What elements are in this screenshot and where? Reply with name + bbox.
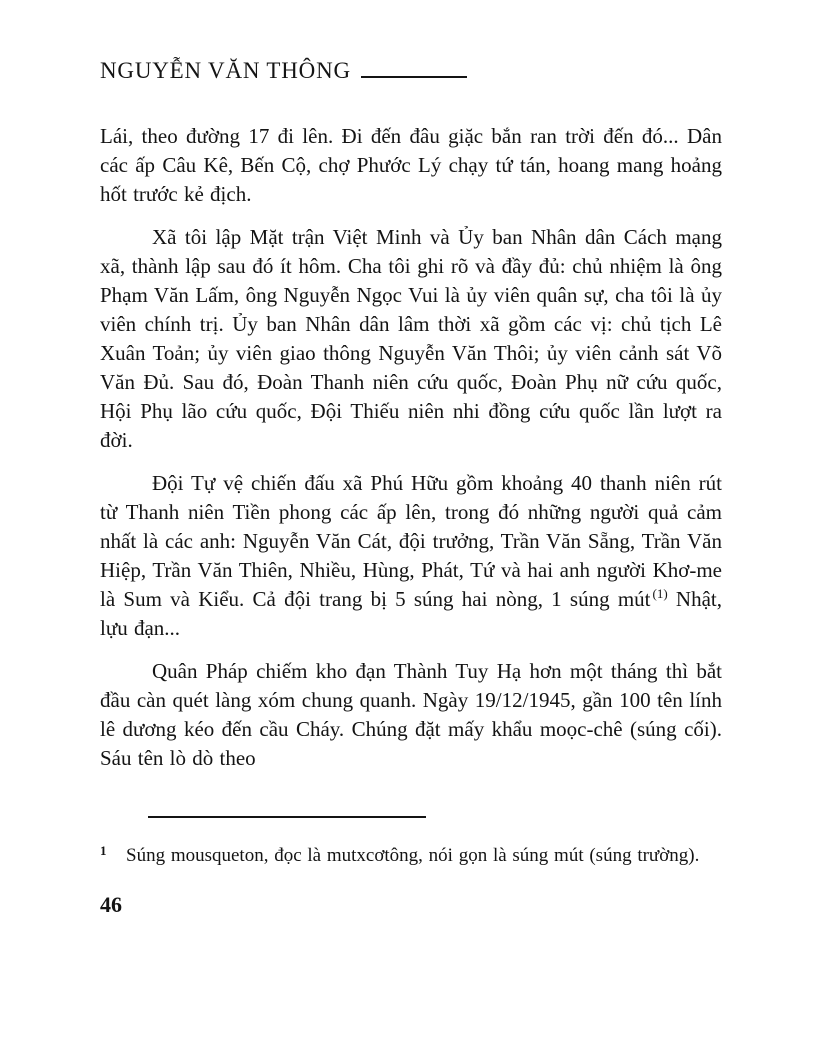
- page-header: [100, 56, 722, 86]
- footnote-separator: [148, 816, 426, 818]
- paragraph-3: [100, 469, 722, 643]
- footnote: [100, 842, 722, 870]
- paragraph-4-text: Quân Pháp chiếm kho đạn Thành Tuy Hạ hơn một tháng thì bắt đầu càn quét làng xóm chung quanh. Ngày 19/12/1945, gần 100 tên lính lê dương kéo đến cầu Cháy. Chúng đặt mấy khẩu moọc-chê (súng cối). Sáu tên lò dò theo: [100, 659, 722, 770]
- paragraph-1-text: Lái, theo đường 17 đi lên. Đi đến đâu giặc bắn ran trời đến đó... Dân các ấp Câu Kê, Bến Cộ, chợ Phước Lý chạy tứ tán, hoang mang hoảng hốt trước kẻ địch.: [100, 124, 722, 206]
- header-underline: [361, 76, 467, 78]
- author-name: NGUYỄN VĂN THÔNG: [100, 58, 351, 83]
- paragraph-1: [100, 122, 722, 209]
- footnote-marker: 1: [100, 843, 107, 858]
- footnote-text: Súng mousqueton, đọc là mutxcơtông, nói gọn là súng mút (súng trường).: [126, 845, 700, 866]
- paragraph-2-text: Xã tôi lập Mặt trận Việt Minh và Ủy ban Nhân dân Cách mạng xã, thành lập sau đó ít hôm. Cha tôi ghi rõ và đầy đủ: chủ nhiệm là ông Phạm Văn Lấm, ông Nguyễn Ngọc Vui là ủy viên quân sự, cha tôi là ủy viên chính trị. Ủy ban Nhân dân lâm thời xã gồm các vị: chủ tịch Lê Xuân Toản; ủy viên giao thông Nguyễn Văn Thôi; ủy viên cảnh sát Võ Văn Đủ. Sau đó, Đoàn Thanh niên cứu quốc, Đoàn Phụ nữ cứu quốc, Hội Phụ lão cứu quốc, Đội Thiếu niên nhi đồng cứu quốc lần lượt ra đời.: [100, 225, 722, 452]
- body-text: [100, 122, 722, 773]
- page-number: 46: [100, 892, 122, 917]
- paragraph-3-text-after: Nhật, lựu đạn...: [100, 587, 723, 640]
- paragraph-4: [100, 657, 722, 773]
- footnote-reference-superscript: (1): [652, 586, 668, 601]
- paragraph-3-text: Đội Tự vệ chiến đấu xã Phú Hữu gồm khoảng 40 thanh niên rút từ Thanh niên Tiền phong các ấp lên, trong đó những người quả cảm nhất là các anh: Nguyễn Văn Cát, đội trưởng, Trần Văn Sẵng, Trần Văn Hiệp, Trần Văn Thiên, Nhiều, Hùng, Phát, Tứ và hai anh người Khơ-me là Sum và Kiểu. Cả đội trang bị 5 súng hai nòng, 1 súng mút: [100, 471, 722, 611]
- paragraph-2: [100, 223, 722, 455]
